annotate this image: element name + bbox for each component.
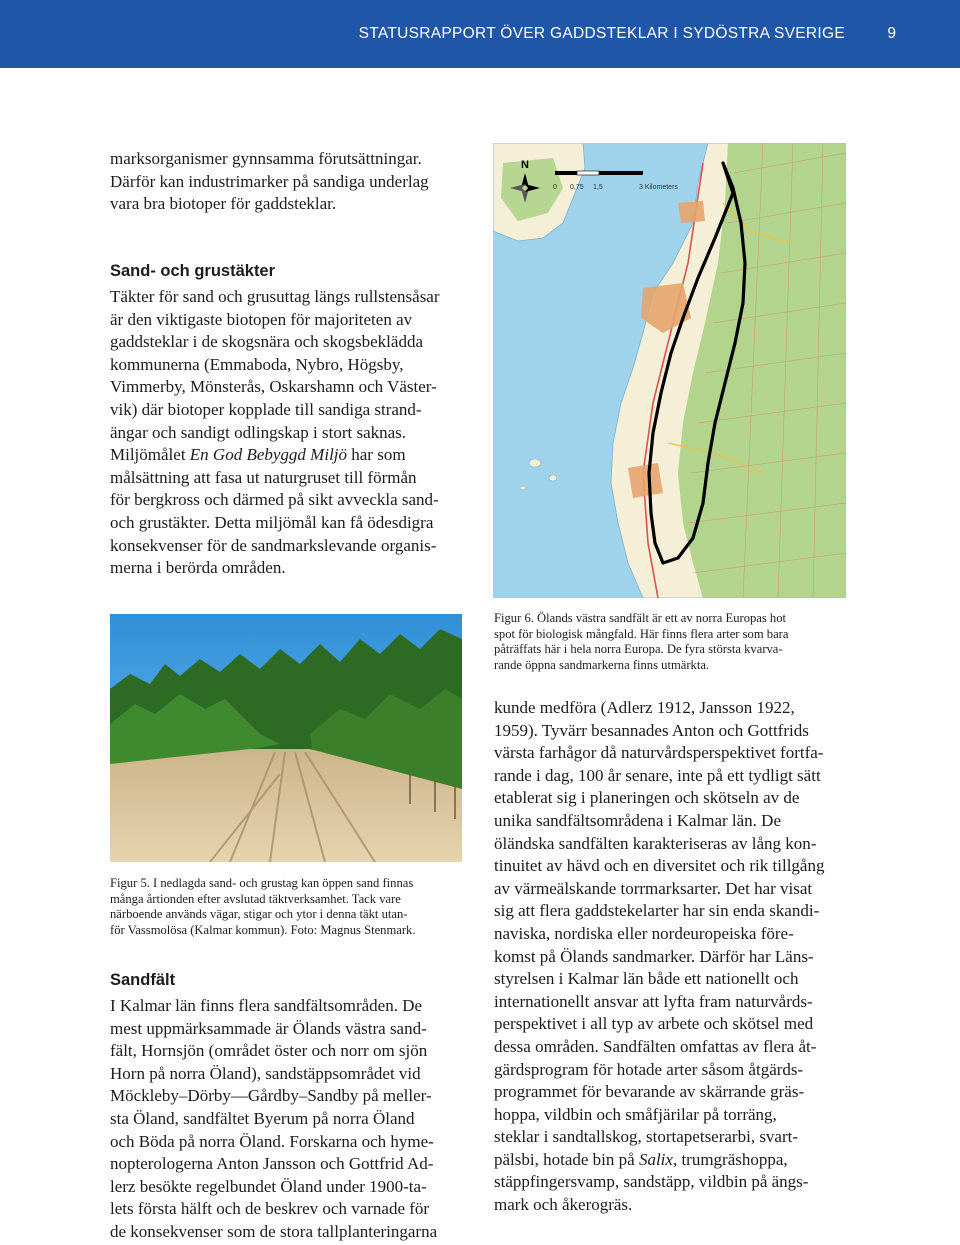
scale-segment bbox=[599, 171, 643, 175]
text-line: Horn på norra Öland), sandstäppsområdet vid bbox=[110, 1063, 421, 1083]
scale-label: 1,5 bbox=[593, 184, 603, 191]
right-column-body bbox=[494, 697, 854, 1217]
text-line: sta Öland, sandfältet Byerum på norra Öland bbox=[110, 1108, 415, 1128]
text-line: etablerat sig i planeringen och skötseln av de bbox=[494, 788, 800, 808]
text-run: , trumgräshoppa, bbox=[672, 1149, 788, 1169]
figure5-photo bbox=[110, 614, 462, 862]
genus-italic: Salix bbox=[638, 1149, 673, 1169]
text-line: öländska sandfälten karakteriseras av lång kon- bbox=[494, 833, 817, 853]
text-line: I Kalmar län finns flera sandfältsområden. De bbox=[110, 996, 423, 1015]
section-heading-sandfalt: Sandfält bbox=[110, 971, 176, 989]
text-line: fält, Hornsjön (området öster och norr om sjön bbox=[110, 1041, 428, 1061]
section-heading-sand-grustakter: Sand- och grustäkter bbox=[110, 262, 276, 280]
text-line: kommunerna (Emmaboda, Nybro, Högsby, bbox=[110, 354, 404, 374]
text-line: hoppa, vildbin och småfjärilar på torräng, bbox=[494, 1104, 777, 1124]
text-line: mest uppmärksammade är Ölands västra sand- bbox=[110, 1018, 427, 1038]
text-line: Täkter för sand och grusuttag längs rullstensåsar bbox=[110, 287, 440, 306]
text-line: för bergkross och därmed på sikt avveckla sand- bbox=[110, 490, 439, 510]
text-line: naviska, nordiska eller nordeuropeiska före- bbox=[494, 923, 794, 943]
text-line: Därför kan industrimarker på sandiga underlag bbox=[110, 171, 429, 191]
text-line: och grustäkter. Detta miljömål kan få ödesdigra bbox=[110, 512, 434, 532]
figure6-map bbox=[493, 143, 846, 598]
map-graphic bbox=[493, 143, 846, 598]
text-line: konsekvenser för de sandmarkslevande organis- bbox=[110, 535, 437, 555]
text-line: vik) där biotoper kopplade till sandiga strand- bbox=[110, 399, 422, 419]
text-line: Möckleby–Dörby—Gårdby–Sandby på meller- bbox=[110, 1086, 432, 1106]
text-line: gaddsteklar i de skogsnära och skogsbeklädda bbox=[110, 332, 423, 352]
north-label: N bbox=[521, 159, 529, 171]
text-run: pälsbi, hotade bin på bbox=[494, 1149, 639, 1169]
figure5-caption bbox=[110, 876, 470, 938]
text-line: de konsekvenser som de stora tallplanteringarna bbox=[110, 1221, 438, 1241]
text-line bbox=[494, 1149, 854, 1172]
text-run: Miljömålet bbox=[110, 445, 190, 465]
text-line: lets första hälft och de beskrev och varnade för bbox=[110, 1199, 430, 1219]
text-line: tinuitet av hävd och en diversitet och rik tillgång bbox=[494, 856, 825, 876]
text-line: perspektivet i all typ av arbete och skötsel med bbox=[494, 1014, 814, 1034]
text-line: stäppfingersvamp, sandstäpp, vildbin på ängs- bbox=[494, 1172, 809, 1192]
text-line: av värmeälskande torrmarksarter. Det har visat bbox=[494, 878, 813, 898]
text-line: komst på Ölands sandmarker. Därför har Läns- bbox=[494, 946, 814, 966]
text-line: Vimmerby, Mönsterås, Oskarshamn och Väster- bbox=[110, 377, 437, 397]
photo-graphic bbox=[110, 614, 462, 862]
text-line: vara bra biotoper för gaddsteklar. bbox=[110, 194, 337, 214]
text-line: nopterologerna Anton Jansson och Gottfrid Ad- bbox=[110, 1154, 434, 1174]
text-line: målsättning att fasa ut naturgruset till förmån bbox=[110, 467, 417, 487]
text-line: merna i berörda områden. bbox=[110, 558, 286, 578]
scale-label: 0 bbox=[553, 184, 557, 191]
scale-segment bbox=[555, 171, 577, 175]
page-number: 9 bbox=[887, 25, 896, 42]
caption-line: Figur 6. Ölands västra sandfält är ett av norra Europas hot bbox=[494, 611, 787, 625]
section2-body bbox=[110, 995, 472, 1244]
text-line: är den viktigaste biotopen för majoriteten av bbox=[110, 309, 413, 329]
text-line bbox=[110, 444, 470, 467]
text-line: internationellt ansvar att lyfta fram naturvårds- bbox=[494, 991, 813, 1011]
text-line: rande i dag, 100 år senare, inte på ett tydligt sätt bbox=[494, 765, 821, 785]
urban-area bbox=[678, 201, 705, 223]
text-run: har som bbox=[347, 445, 406, 465]
scale-segment bbox=[577, 171, 599, 175]
caption-line: Figur 5. I nedlagda sand- och grustag kan öppen sand finnas bbox=[110, 876, 414, 890]
caption-line: för Vassmolösa (Kalmar kommun). Foto: Magnus Stenmark. bbox=[110, 922, 416, 937]
islet bbox=[549, 475, 557, 481]
text-line: marksorganismer gynnsamma förutsättningar. bbox=[110, 149, 422, 168]
text-line: mark och åkerogräs. bbox=[494, 1195, 633, 1215]
text-line: steklar i sandtallskog, stortapetserarbi, svart- bbox=[494, 1127, 799, 1147]
text-line: och Böda på norra Öland. Forskarna och hyme- bbox=[110, 1131, 434, 1151]
caption-line: rande öppna sandmarkerna finns utmärkta. bbox=[494, 657, 710, 672]
caption-line: många årtionden efter avslutad täktverksamhet. Tack vare bbox=[110, 891, 401, 906]
caption-line: påträffats här i hela norra Europa. De fyra största kvarva- bbox=[494, 642, 783, 657]
text-line: programmet för bevarande av skärrande gräs- bbox=[494, 1082, 805, 1102]
running-header-title: STATUSRAPPORT ÖVER GADDSTEKLAR I SYDÖSTRA SVERIGE bbox=[358, 25, 845, 42]
caption-line: närboende används vägar, stigar och ytor i denna täkt utan- bbox=[110, 907, 408, 922]
intro-paragraph bbox=[110, 148, 470, 216]
text-line: ängar och sandigt odlingskap i stort saknas. bbox=[110, 422, 407, 442]
text-line: dessa områden. Sandfälten omfattas av flera åt- bbox=[494, 1036, 817, 1056]
islet bbox=[529, 459, 541, 467]
text-line: kunde medföra (Adlerz 1912, Jansson 1922, bbox=[494, 698, 795, 717]
text-line: styrelsen i Kalmar län både ett nationellt och bbox=[494, 969, 799, 989]
text-line: unika sandfältsområdena i Kalmar län. De bbox=[494, 810, 782, 830]
figure6-caption bbox=[494, 611, 854, 673]
section1-body bbox=[110, 286, 470, 580]
goal-name-italic: En God Bebyggd Miljö bbox=[189, 445, 348, 465]
caption-line: spot för biologisk mångfald. Här finns flera arter som bara bbox=[494, 626, 789, 641]
text-line: gärdsprogram för hotade arter såsom åtgärds- bbox=[494, 1059, 804, 1079]
urban-area bbox=[628, 463, 663, 498]
text-line: lerz besökte regelbundet Öland under 1900-ta- bbox=[110, 1176, 427, 1196]
text-line: värsta farhågor då naturvårdsperspektivet fortfa- bbox=[494, 743, 824, 763]
scale-label: 3 Kilometers bbox=[639, 184, 678, 191]
text-line: sig att flera gaddstekelarter har sin enda skandi- bbox=[494, 901, 820, 921]
text-line: 1959). Tyvärr besannades Anton och Gottfrids bbox=[494, 720, 809, 740]
scale-label: 0,75 bbox=[570, 184, 584, 191]
islet bbox=[520, 486, 526, 490]
